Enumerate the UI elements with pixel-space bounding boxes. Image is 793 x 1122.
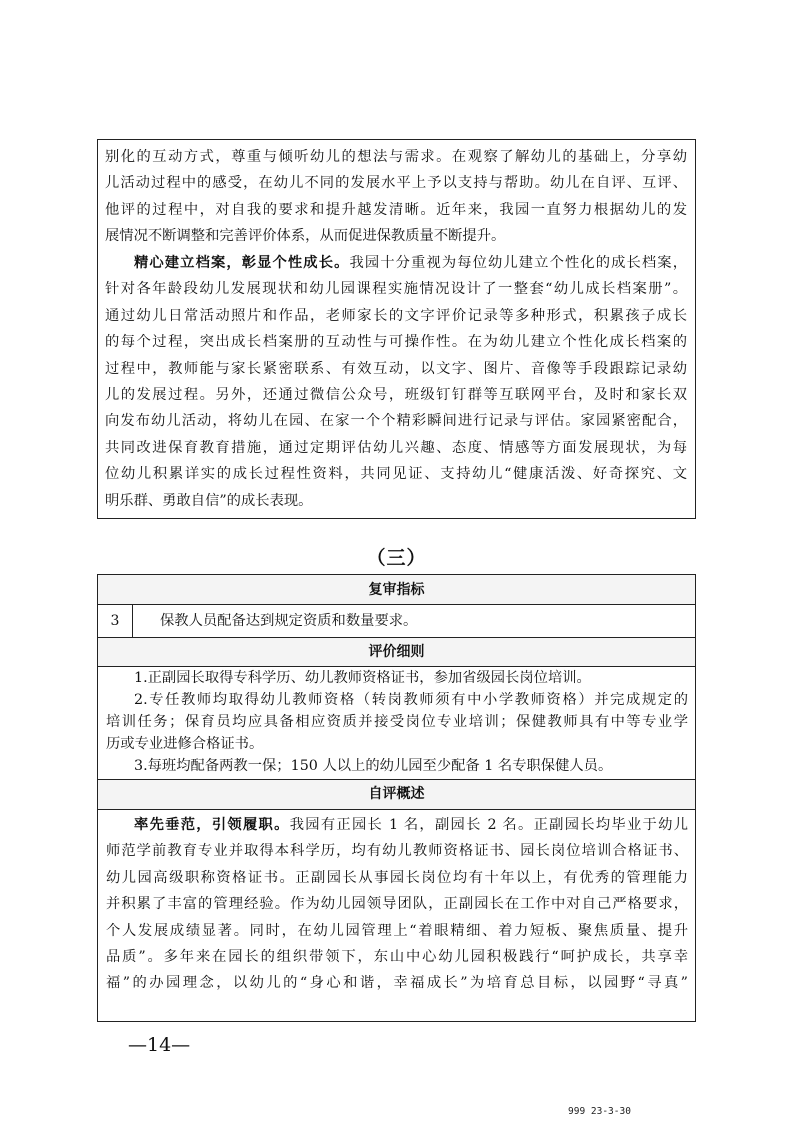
text-line: 明乐群、勇敢自信”的成长表现。: [105, 492, 313, 509]
text-line: 针对各年龄段幼儿发展现状和幼儿园课程实施情况设计了一整套“幼儿成长档案册”。: [105, 281, 687, 298]
text-line: [105, 250, 687, 276]
text-line: 个人发展成绩显著。同时，在幼儿园管理上“着眼精细、着力短板、聚焦质量、提升: [106, 922, 688, 939]
text-line: 他评的过程中，对自我的要求和提升越发清晰。近年来，我园一直努力根据幼儿的发: [105, 201, 687, 218]
text-line: 儿的发展过程。另外，还通过微信公众号，班级钉钉群等互联网平台，及时和家长双: [105, 386, 687, 403]
detail-line: 1.正副园长取得专科学历、幼儿教师资格证书，参加省级园长岗位培训。: [134, 670, 591, 686]
detail-line: 历或专业进修合格证书。: [106, 736, 264, 752]
print-stamp: 999 23-3-30: [568, 1106, 631, 1117]
detail-line: 培训任务；保育员均应具备相应资质并接受岗位专业培训；保健教师具有中等专业学: [106, 714, 688, 730]
text-line: 品质”。多年来在园长的组织带领下，东山中心幼儿园积极践行“呵护成长，共享幸: [106, 948, 688, 965]
text-line: 的每个过程，突出成长档案册的互动性与可操作性。在为幼儿建立个性化成长档案的: [105, 334, 687, 351]
text-run: 我园十分重视为每位幼儿建立个性化的成长档案，: [349, 255, 687, 271]
text-line: 师范学前教育专业并取得本科学历，均有幼儿教师资格证书、园长岗位培训合格证书、: [106, 843, 688, 860]
page-number: —14—: [128, 1034, 191, 1056]
header-evaluation-details: 评价细则: [98, 637, 695, 667]
paragraph-heading: 精心建立档案，彰显个性成长。: [134, 255, 350, 271]
text-line: 别化的互动方式，尊重与倾听幼儿的想法与需求。在观察了解幼儿的基础上，分享幼: [105, 149, 687, 165]
text-line: 展情况不断调整和完善评价体系，从而促进保教质量不断提升。: [105, 228, 506, 245]
evaluation-table: [97, 574, 696, 1022]
text-line: 并积累了丰富的管理经验。作为幼儿园领导团队，正副园长在工作中对自己严格要求，: [106, 896, 688, 913]
text-line: 过程中，教师能与家长紧密联系、有效互动，以文字、图片、音像等手段跟踪记录幼: [105, 360, 687, 377]
text-run: 我园有正园长 1 名，副园长 2 名。正副园长均毕业于幼儿: [289, 817, 688, 833]
indicator-text: 保教人员配备达到规定资质和数量要求。: [160, 613, 418, 629]
text-line: 儿活动过程中的感受，在幼儿不同的发展水平上予以支持与帮助。幼儿在自评、互评、: [105, 175, 687, 192]
header-review-indicator: 复审指标: [98, 575, 695, 605]
self-evaluation-block: [106, 812, 688, 997]
text-line: 位幼儿积累详实的成长过程性资料，共同见证、支持幼儿“健康活泼、好奇探究、文: [105, 466, 687, 483]
text-line: 福”的办园理念，以幼儿的“身心和谐，幸福成长”为培育总目标，以园野“寻真”: [106, 975, 688, 992]
text-line: [106, 812, 688, 838]
evaluation-paragraph: [105, 144, 687, 250]
text-line: 幼儿园高级职称资格证书。正副园长从事园长岗位均有十年以上，有优秀的管理能力: [106, 869, 688, 886]
paragraph-heading: 率先垂范，引领履职。: [134, 817, 290, 833]
text-line: 向发布幼儿活动，将幼儿在园、在家一个个精彩瞬间进行记录与评估。家园紧密配合，: [105, 413, 687, 430]
detail-line: 3.每班均配备两教一保；150 人以上的幼儿园至少配备 1 名专职保健人员。: [134, 758, 613, 774]
detail-line: 2.专任教师均取得幼儿教师资格（转岗教师须有中小学教师资格）并完成规定的: [134, 692, 688, 708]
section-title: （三）: [366, 547, 427, 569]
indicator-number: 3: [98, 605, 133, 637]
archive-paragraph: [105, 250, 687, 514]
details-block: [106, 667, 688, 777]
text-line: 通过幼儿日常活动照片和作品，老师家长的文字评价记录等多种形式，积累孩子成长: [105, 307, 687, 324]
header-self-evaluation: 自评概述: [98, 779, 695, 810]
text-line: 共同改进保育教育措施，通过定期评估幼儿兴趣、态度、情感等方面发展现状，为每: [105, 439, 687, 456]
